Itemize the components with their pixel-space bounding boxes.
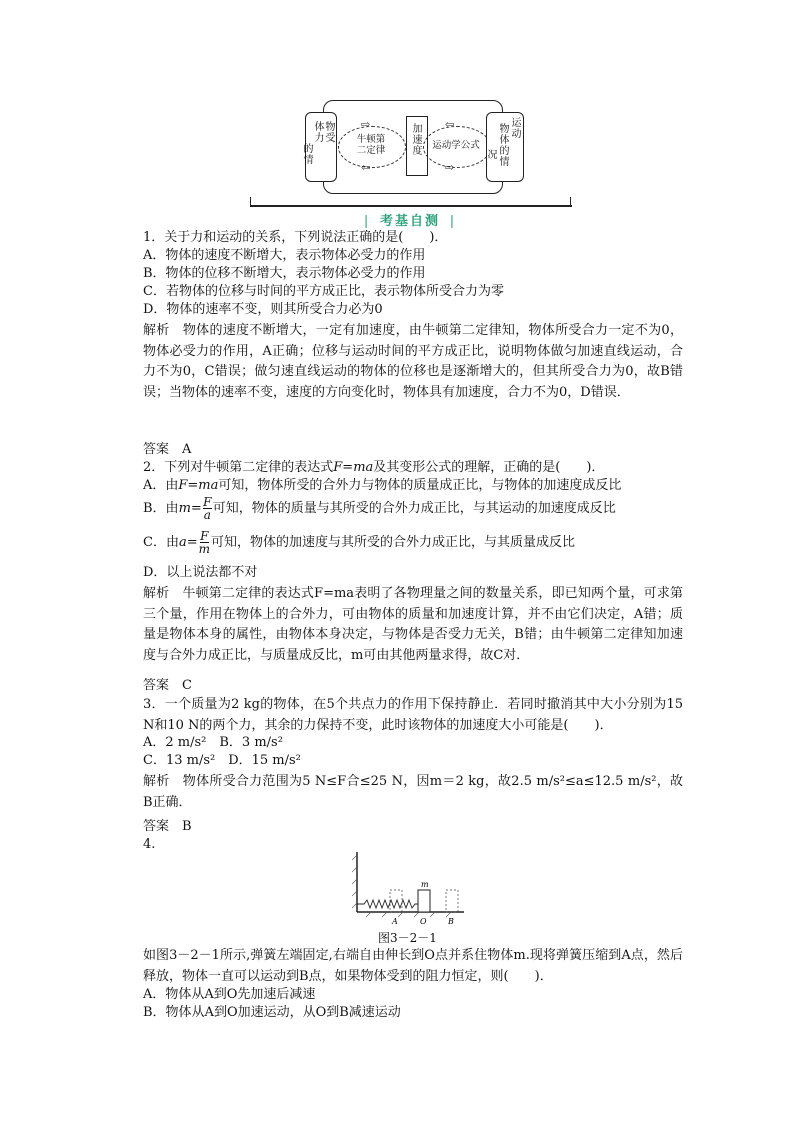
figure-caption: 图3－2－1 xyxy=(378,931,437,945)
fraction-numerator: F xyxy=(203,495,212,509)
object-force-box xyxy=(301,112,337,182)
q2-formula: F=ma xyxy=(333,460,374,475)
q3-analysis xyxy=(115,772,683,813)
q1-option-d: D．物体的速率不变，则其所受合力必为0 xyxy=(143,302,383,317)
q2-opt-c-lhs: a= xyxy=(178,535,198,550)
q3-answer: 答案 B xyxy=(143,819,192,834)
q2-stem-b: 及其变形公式的理解，正确的是( )． xyxy=(373,460,605,475)
q3-options-ab: A．2 m/s² B．3 m/s² xyxy=(143,735,283,750)
left-box-col-2: 体力 xyxy=(312,121,323,143)
q2-opt-a-prefix: A．由 xyxy=(143,478,179,493)
q2-option-c xyxy=(143,530,575,555)
left-box-col-3: 的情 xyxy=(301,143,312,165)
left-box-col-1: 物受 xyxy=(323,121,334,143)
label-o: O xyxy=(420,917,427,926)
q4-option-a: A．物体从A到O先加速后减速 xyxy=(143,987,316,1002)
kinematics-label: 运动学公式 xyxy=(432,140,480,151)
q2-stem-a: 2．下列对牛顿第二定律的表达式 xyxy=(143,460,334,475)
q1-stem: 1．关于力和运动的关系，下列说法正确的是( )． xyxy=(143,230,448,245)
q2-opt-b-lhs: m= xyxy=(178,501,202,516)
title-bar-left: ❘ xyxy=(360,214,380,229)
section-divider xyxy=(250,205,572,207)
acceleration-label: 加速度 xyxy=(410,123,421,156)
arrow-right-icon: ⇨ xyxy=(361,118,371,131)
fraction-denominator: a xyxy=(203,508,211,522)
fraction-f-over-a xyxy=(203,496,212,521)
ellipse-left-line-1: 牛顿第 xyxy=(356,134,386,145)
label-a: A xyxy=(392,917,398,926)
q2-opt-a-text: 可知，物体所受的合外力与物体的质量成正比，与物体的加速度成反比 xyxy=(218,478,622,493)
label-m: m xyxy=(421,880,429,889)
q2-opt-c-text: 可知，物体的加速度与其所受的合外力成正比，与其质量成反比 xyxy=(211,535,576,550)
arrow-left-icon: ⇦ xyxy=(445,118,455,131)
fraction-numerator: F xyxy=(200,529,209,543)
q2-opt-b-prefix: B．由 xyxy=(143,501,179,516)
section-title-text: 考基自测 xyxy=(379,214,440,229)
divider-tick-left xyxy=(250,197,251,205)
q2-opt-c-prefix: C．由 xyxy=(143,535,179,550)
arrow-left-icon: ⇦ xyxy=(361,161,371,174)
q3-stem-text: 3．一个质量为2 kg的物体，在5个共点力的作用下保持静止．若同时撤消其中大小分别为15 N和10 N的两个力，其余的力保持不变，此时该物体的加速度大小可能是( )． xyxy=(143,697,683,733)
q1-analysis-text: 解析 物体的速度不断增大，一定有加速度，由牛顿第二定律知，物体所受合力一定不为0，物体必受力的作用，A正确；位移与运动时间的平方成正比，说明物体做匀加速直线运动，合力不为0，C错误；做匀速直线运动的物体的位移也是逐渐增大的，但其所受合力为0，故B错误；当物体的速率不变，速度的方向变化时，物体具有加速度，合力不为0，D错误． xyxy=(143,323,683,400)
ellipse-left-line-2: 二定律 xyxy=(356,145,386,156)
q1-answer: 答案 A xyxy=(143,442,192,457)
q4-stem xyxy=(115,946,683,987)
block-m xyxy=(418,890,430,912)
fraction-f-over-m xyxy=(199,530,210,555)
spring-coil xyxy=(357,900,418,908)
q3-stem xyxy=(115,695,683,736)
newton-second-law-label xyxy=(352,134,390,156)
q2-option-a xyxy=(143,477,621,495)
q1-analysis xyxy=(115,321,683,403)
q2-analysis xyxy=(115,584,683,666)
q2-option-d: D．以上说法都不对 xyxy=(143,565,258,580)
q2-opt-a-formula: F=ma xyxy=(178,478,219,493)
object-motion-box xyxy=(486,112,524,182)
fraction-denominator: m xyxy=(198,542,210,556)
right-box-col-2: 物体的情 xyxy=(497,123,508,167)
q3-analysis-text: 解析 物体所受合力范围为5 N≤F合≤25 N，因m＝2 kg，故2.5 m/s²≤a≤12.5 m/s²，故B正确． xyxy=(143,774,683,810)
section-title xyxy=(350,210,470,229)
q1-option-c: C．若物体的位移与时间的平方成正比，表示物体所受合力为零 xyxy=(143,284,504,299)
q2-opt-b-text: 可知，物体的质量与其所受的合外力成正比，与其运动的加速度成反比 xyxy=(212,501,616,516)
right-box-col-3: 况 xyxy=(485,149,496,160)
q1-option-b: B．物体的位移不断增大，表示物体必受力的作用 xyxy=(143,266,426,281)
q4-number: 4. xyxy=(143,837,156,852)
right-box-col-1: 运动 xyxy=(509,117,520,139)
q2-analysis-text: 解析 牛顿第二定律的表达式F=ma表明了各物理量之间的数量关系，即已知两个量，可求第三个量，作用在物体上的合外力，可由物体的质量和加速度计算，并不由它们决定，A错；质量是物体本身的属性，由物体本身决定，与物体是否受力无关，B错；由牛顿第二定律知加速度与合外力成正比，与质量成反比，m可由其他两量求得，故C对． xyxy=(143,586,683,663)
q4-stem-text: 如图3－2－1所示,弹簧左端固定,右端自由伸长到O点并系住物体m.现将弹簧压缩到A点，然后释放，物体一直可以运动到B点，如果物体受到的阻力恒定，则( )． xyxy=(143,948,683,984)
block-at-b-dashed xyxy=(446,890,458,912)
title-bar-right: ❘ xyxy=(440,214,460,229)
q2-option-b xyxy=(143,496,616,521)
q1-option-a: A．物体的速度不断增大，表示物体必受力的作用 xyxy=(143,248,426,263)
divider-tick-right xyxy=(570,197,571,205)
arrow-right-icon: ⇨ xyxy=(445,161,455,174)
q2-answer: 答案 C xyxy=(143,678,192,693)
label-b: B xyxy=(448,917,454,926)
force-motion-flow-diagram xyxy=(301,100,525,195)
q4-option-b: B．物体从A到O加速运动，从O到B减速运动 xyxy=(143,1005,401,1020)
q2-stem xyxy=(143,459,604,477)
q3-options-cd: C．13 m/s² D．15 m/s² xyxy=(143,753,301,768)
spring-block-figure xyxy=(352,848,472,928)
